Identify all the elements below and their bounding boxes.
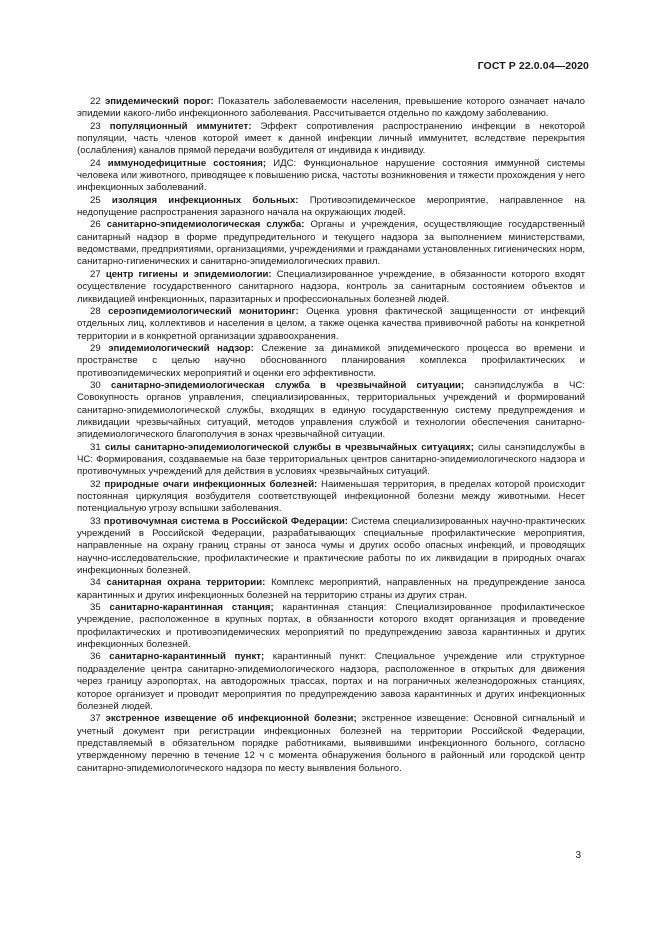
term-entry-22 xyxy=(77,96,585,121)
term-definition: Наименьшая территория, в пределах которой происходит постоянная циркуляция возбудителя соответствующей инфекционной болезни между животными. Несет потенциальную угрозу вспышки заболевания. xyxy=(77,478,585,515)
term-number: 22 xyxy=(90,96,101,107)
term-entry-30 xyxy=(77,380,585,442)
term-title: противочумная система в Российской Федерации: xyxy=(103,515,348,527)
page-number: 3 xyxy=(575,850,581,861)
term-entry-34 xyxy=(77,577,585,602)
term-definition: Показатель заболеваемости населения, превышение которого означает начало эпидемии какого-либо инфекционного заболевания. Рассчитывается отдельно по каждому заболеванию. xyxy=(77,96,586,120)
term-entry-23 xyxy=(77,121,585,158)
term-title: природные очаги инфекционных болезней: xyxy=(104,478,318,490)
term-entry-37 xyxy=(77,713,585,775)
term-entry-32 xyxy=(77,479,585,516)
term-title: санитарная охрана территории: xyxy=(106,577,266,589)
term-definition: Специализированное учреждение, в обязанности которого входят осуществление государственного санитарного надзора, контроль за санитарным состоянием объектов и ликвидацией инфекционных, паразитарных и профессиональных болезней людей. xyxy=(77,268,586,305)
term-definition: Противоэпидемическое мероприятие, направленное на недопущение распространения заразного начала на окружающих людей. xyxy=(77,194,585,219)
term-entry-26 xyxy=(77,219,585,268)
term-title: санитарно-карантинный пункт; xyxy=(109,651,265,663)
term-entry-24 xyxy=(77,158,585,195)
term-definition: Оценка уровня фактической защищенности от инфекций отдельных лиц, коллективов и населения в целом, а также оценка качества прививочной работы на конкретной территории и в конкретной организации здравоохранения. xyxy=(77,305,586,342)
term-number: 31 xyxy=(90,441,101,453)
term-entry-27 xyxy=(77,269,585,306)
term-definition: Система специализированных научно-практических учреждений в Российской Федерации, разрабатывающих специальные профилактические мероприятия, направленные на охрану границ страны от заноса чумы и других особо опасных инфекций, и проводящих научно-исследовательские, профилактические и практические работы по их ликвидации в природных очагах инфекционных болезней. xyxy=(77,515,586,577)
term-title: экстренное извещение об инфекционной болезни; xyxy=(105,713,357,725)
term-number: 36 xyxy=(90,651,101,663)
term-entry-35 xyxy=(77,602,585,651)
term-definition: Органы и учреждения, осуществляющие государственный санитарный надзор в форме предупредительного и текущего надзора за выполнением министерствами, ведомствами, предприятиями, организациями, учреждениями и гражданами установленных гигиенических норм, санитарно-гигиенических и санитарно-эпидемиологических правил. xyxy=(77,219,586,268)
term-number: 27 xyxy=(90,268,101,280)
term-definition: Комплекс мероприятий, направленных на предупреждение заноса карантинных и других инфекционных болезней на территорию страны из других стран. xyxy=(77,577,585,601)
term-number: 30 xyxy=(90,379,101,391)
term-number: 32 xyxy=(90,478,101,490)
term-title: изоляция инфекционных больных: xyxy=(111,194,299,206)
term-definition: Эффект сопротивления распространению инфекции в некоторой популяции, часть членов которой имеет к данной инфекции личный иммунитет, вследствие перекрытия (ослабления) каналов прямой передачи возбудителя от индивида к индивиду. xyxy=(77,120,585,157)
terms-list xyxy=(77,96,585,775)
term-title: санитарно-эпидемиологическая служба: xyxy=(106,219,305,231)
term-title: силы санитарно-эпидемиологической службы в чрезвычайных ситуациях; xyxy=(104,441,474,453)
term-number: 26 xyxy=(90,219,101,231)
term-number: 24 xyxy=(90,157,101,169)
term-entry-29 xyxy=(77,343,585,380)
term-definition: Слежение за динамикой эпидемического процесса во времени и пространстве с целью научно обоснованного планирования комплекса профилактических и противоэпидемических мероприятий и оценки его эффективности. xyxy=(77,342,585,379)
term-title: популяционный иммунитет: xyxy=(109,120,252,132)
term-entry-36 xyxy=(77,651,585,713)
term-title: эпидемиологический надзор: xyxy=(108,342,254,354)
term-definition: санэпидслужба в ЧС: Совокупность органов управления, специализированных, территориальных учреждений и формирований санитарно-эпидемиологической службы, входящих в единую государственную систему предупреждения и ликвидации чрезвычайных ситуаций, методов управления службой и технологии обеспечения санитарно-эпидемиологического благополучия в зонах чрезвычайной ситуации. xyxy=(77,379,585,441)
term-title: иммунодефицитные состояния; xyxy=(107,157,267,169)
term-entry-33 xyxy=(77,516,585,578)
term-title: центр гигиены и эпидемиологии: xyxy=(105,268,272,280)
term-number: 25 xyxy=(90,194,101,206)
term-number: 35 xyxy=(90,602,101,614)
term-number: 28 xyxy=(90,305,101,317)
term-title: сероэпидемиологический мониторинг: xyxy=(108,305,299,317)
term-title: санитарно-эпидемиологическая служба в чрезвычайной ситуации; xyxy=(110,379,465,391)
term-entry-31 xyxy=(77,442,585,479)
term-definition: карантинная станция: Специализированное профилактическое учреждение, расположенное в крупных портах, в обязанности которого входят организация и проведение профилактических и противоэпидемических мероприятий по предупреждению завоза карантинных и других инфекционных болезней. xyxy=(77,602,585,651)
term-number: 23 xyxy=(90,120,101,132)
term-number: 33 xyxy=(90,515,101,527)
term-definition: силы санэпидслужбы в ЧС: Формирования, создаваемые на базе территориальных центров санитарно-эпидемиологического надзора и противочумных учреждений для действия в условиях чрезвычайных ситуаций. xyxy=(77,441,586,478)
standard-header: ГОСТ Р 22.0.04—2020 xyxy=(477,60,589,72)
term-number: 29 xyxy=(90,342,101,354)
term-number: 34 xyxy=(90,577,101,589)
term-title: эпидемический порог: xyxy=(104,96,214,107)
term-entry-28 xyxy=(77,306,585,343)
term-title: санитарно-карантинная станция; xyxy=(109,602,274,614)
term-definition: экстренное извещение: Основной сигнальный и учетный документ при регистрации инфекционных болезней на территории Российской Федерации, представляемый в обязательном порядке работниками, выявившими инфекционного больного, согласно утвержденному перечню в течение 12 ч с момента обнаружения больного в районный или городской центр санитарно-эпидемиологического надзора по месту выявления больного. xyxy=(77,713,585,774)
term-entry-25 xyxy=(77,195,585,220)
term-definition: карантинный пункт: Специальное учреждение или структурное подразделение центра санитарно-эпидемиологического надзора, расположенное в открытых для движения через границу аэропортах, на автодорожных трассах, портах и на пограничных железнодорожных станциях, которое организует и проводит мероприятия по предупреждению завоза карантинных и других инфекционных болезней людей. xyxy=(77,651,585,712)
term-definition: ИДС: Функциональное нарушение состояния иммунной системы человека или животного, приводящее к повышению риска, частоты возникновения и тяжести прохождения у него инфекционных заболеваний. xyxy=(77,157,585,194)
term-number: 37 xyxy=(90,713,101,725)
